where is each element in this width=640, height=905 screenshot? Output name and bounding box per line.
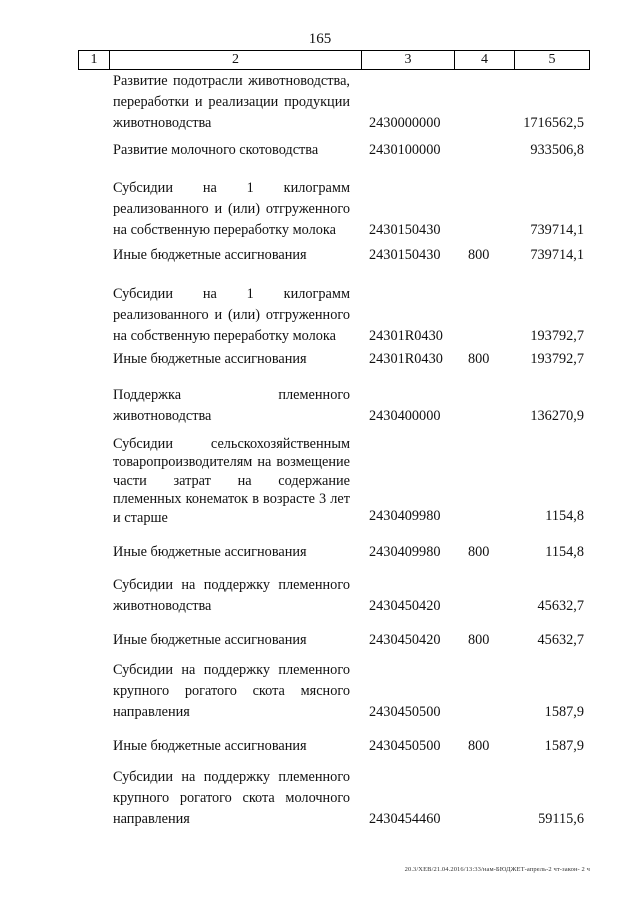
row-amount: 1154,8 — [545, 544, 584, 560]
row-amount: 739714,1 — [530, 247, 584, 263]
row-amount: 193792,7 — [530, 351, 584, 367]
row-expense-type: 800 — [468, 632, 490, 648]
row-code: 2430450420 — [369, 632, 441, 648]
row-amount: 1587,9 — [544, 738, 584, 754]
row-code: 2430150430 — [369, 247, 441, 263]
column-header-1: 1 — [90, 52, 98, 67]
row-name: Иные бюджетные ассигнования — [113, 247, 307, 263]
table-header — [78, 50, 590, 70]
row-name: Субсидии на поддержку племенного животноводства — [113, 577, 350, 614]
row-expense-type: 800 — [468, 247, 490, 263]
row-code: 2430000000 — [369, 115, 441, 131]
table-row — [78, 767, 588, 830]
row-amount: 1587,9 — [544, 704, 584, 720]
row-name: Иные бюджетные ассигнования — [113, 632, 307, 648]
row-name: Иные бюджетные ассигнования — [113, 544, 307, 560]
row-code: 2430409980 — [369, 544, 441, 560]
row-name: Субсидии сельскохозяйственным товаропроизводителям на возмещение части затрат на содержание племенных конематок в возрасте 3 лет и старше — [113, 436, 350, 526]
row-expense-type: 800 — [468, 544, 490, 560]
table-row — [78, 284, 588, 347]
row-expense-type: 800 — [468, 351, 490, 367]
row-name: Развитие подотрасли животноводства, переработки и реализации продукции животноводства — [113, 73, 350, 131]
row-name: Развитие молочного скотоводства — [113, 142, 319, 158]
row-amount: 739714,1 — [530, 222, 584, 238]
row-amount: 136270,9 — [530, 408, 584, 424]
row-code: 2430150430 — [369, 222, 441, 238]
row-code: 2430100000 — [369, 142, 441, 158]
row-expense-type: 800 — [468, 738, 490, 754]
column-header-3: 3 — [361, 51, 454, 69]
row-code: 2430454460 — [369, 811, 441, 827]
row-name: Субсидии на поддержку племенного крупного рогатого скота мясного направления — [113, 662, 350, 720]
row-code: 2430450420 — [369, 598, 441, 614]
table-row — [78, 736, 588, 757]
page-number: 165 — [308, 31, 332, 47]
row-name: Иные бюджетные ассигнования — [113, 351, 307, 367]
row-amount: 1716562,5 — [523, 115, 584, 131]
row-code: 2430450500 — [369, 704, 441, 720]
table-row — [78, 542, 588, 563]
row-name: Иные бюджетные ассигнования — [113, 738, 307, 754]
row-amount: 933506,8 — [530, 142, 584, 158]
row-code: 24301R0430 — [369, 328, 443, 344]
column-header-5: 5 — [514, 51, 589, 69]
table-row — [78, 630, 588, 651]
table-row — [78, 435, 588, 527]
table-row — [78, 660, 588, 723]
row-amount: 45632,7 — [537, 598, 584, 614]
table-row — [78, 178, 588, 241]
row-name: Субсидии на 1 килограмм реализованного и (или) отгруженного на собственную переработку молока — [113, 286, 350, 344]
table-row — [78, 71, 588, 134]
column-header-2: 2 — [109, 51, 361, 69]
row-code: 2430409980 — [369, 508, 441, 524]
footer-stamp: 20.3/ХЕВ/21.04.2016/13:33/нам-БЮДЖЕТ-апрель-2 чт-закон- 2 ч — [404, 866, 590, 873]
row-amount: 193792,7 — [530, 328, 584, 344]
table-row — [78, 349, 588, 370]
row-name: Субсидии на 1 килограмм реализованного и (или) отгруженного на собственную переработку молока — [113, 180, 350, 238]
table-row — [78, 385, 588, 427]
row-amount: 1154,8 — [545, 508, 584, 524]
row-amount: 45632,7 — [537, 632, 584, 648]
table-row — [78, 575, 588, 617]
row-amount: 59115,6 — [538, 811, 584, 827]
row-name: Поддержка племенного животноводства — [113, 387, 350, 424]
column-header-4: 4 — [454, 51, 514, 69]
row-code: 2430400000 — [369, 408, 441, 424]
row-name: Субсидии на поддержку племенного крупного рогатого скота молочного направления — [113, 769, 350, 827]
table-row — [78, 245, 588, 266]
row-code: 2430450500 — [369, 738, 441, 754]
table-row — [78, 140, 588, 161]
row-code: 24301R0430 — [369, 351, 443, 367]
